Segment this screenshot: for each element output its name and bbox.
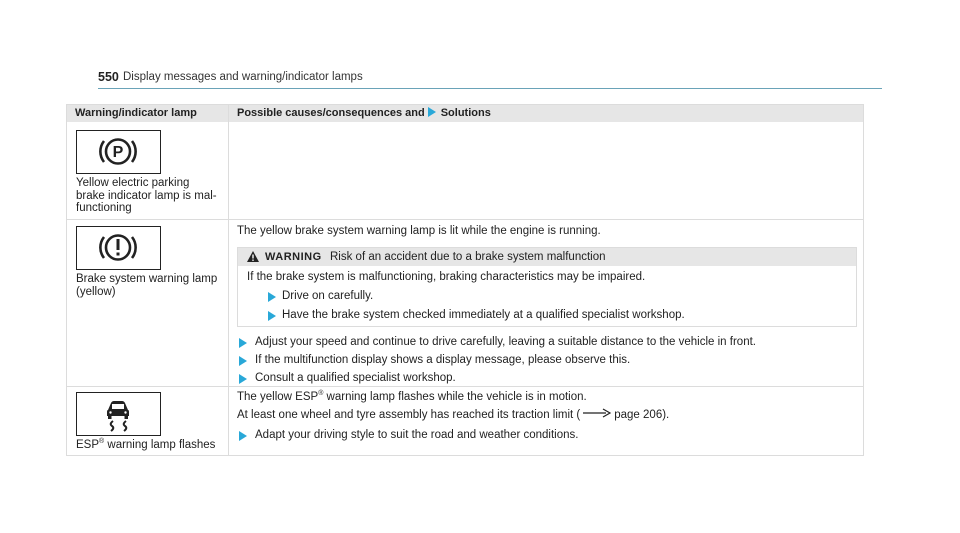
desc-line: brake indicator lamp is mal- bbox=[76, 189, 217, 202]
brake-lamp-intro: The yellow brake system warning lamp is lit while the engine is running. bbox=[237, 225, 601, 237]
esp-line-2-prefix: At least one wheel and tyre assembly has reached its traction limit ( bbox=[237, 409, 581, 421]
desc-esp-suffix: warning lamp flashes bbox=[104, 439, 216, 451]
desc-line: Yellow electric parking bbox=[76, 177, 190, 189]
desc-line: Brake system warning lamp bbox=[76, 273, 218, 285]
registered-mark: ® bbox=[318, 390, 324, 398]
table-header bbox=[67, 105, 863, 122]
solution-step: Adjust your speed and continue to drive carefully, leaving a suitable distance to the vehicle in front. bbox=[255, 336, 756, 348]
page-reference-arrow-icon bbox=[582, 408, 612, 418]
bullet-arrow-icon bbox=[239, 374, 247, 384]
solution-step: If the multifunction display shows a display message, please observe this. bbox=[255, 354, 631, 366]
solution-step: Adapt your driving style to suit the road and weather conditions. bbox=[255, 429, 579, 441]
header-divider bbox=[98, 88, 882, 89]
warning-lamp-table bbox=[66, 104, 864, 456]
column-divider bbox=[228, 105, 229, 455]
warning-bullet: Have the brake system checked immediately at a qualified specialist workshop. bbox=[282, 309, 685, 321]
esp-skid-icon bbox=[76, 392, 161, 436]
desc-esp: ESP bbox=[76, 439, 100, 451]
bullet-arrow-icon bbox=[239, 338, 247, 348]
warning-title: Risk of an accident due to a brake system malfunction bbox=[330, 251, 606, 263]
page-title: Display messages and warning/indicator lamps bbox=[123, 71, 363, 83]
page-number: 550 bbox=[98, 70, 119, 84]
row-divider bbox=[67, 219, 863, 220]
solution-step: Consult a qualified specialist workshop. bbox=[255, 372, 456, 384]
warning-header bbox=[238, 248, 856, 266]
column-header-causes bbox=[237, 107, 491, 119]
esp-line-1 bbox=[237, 391, 587, 403]
svg-text:P: P bbox=[112, 144, 124, 161]
lamp-description bbox=[76, 439, 224, 452]
bullet-arrow-icon bbox=[239, 431, 247, 441]
solution-arrow-icon bbox=[428, 107, 436, 117]
warning-triangle-icon bbox=[247, 251, 259, 262]
desc-line: functioning bbox=[76, 202, 132, 214]
column-header-solutions: Solutions bbox=[440, 107, 491, 119]
esp-line-1-prefix: The yellow ESP bbox=[237, 391, 319, 403]
page-reference-link[interactable]: page 206). bbox=[614, 409, 670, 421]
bullet-arrow-icon bbox=[239, 356, 247, 366]
lamp-description bbox=[76, 273, 224, 298]
warning-box bbox=[237, 247, 857, 327]
registered-mark: ® bbox=[99, 438, 105, 446]
warning-text: If the brake system is malfunctioning, braking characteristics may be impaired. bbox=[247, 271, 646, 283]
esp-line-2 bbox=[237, 408, 669, 421]
warning-label: WARNING bbox=[265, 251, 322, 263]
parking-brake-icon bbox=[76, 130, 161, 174]
lamp-description bbox=[76, 177, 224, 215]
column-header-causes-prefix: Possible causes/consequences and bbox=[237, 107, 425, 119]
column-header-lamp: Warning/indicator lamp bbox=[75, 107, 197, 119]
page-header bbox=[98, 70, 881, 88]
row-divider bbox=[67, 386, 863, 387]
desc-line: (yellow) bbox=[76, 285, 116, 298]
esp-line-1-suffix: warning lamp flashes while the vehicle is in motion. bbox=[323, 391, 587, 403]
bullet-arrow-icon bbox=[268, 292, 276, 302]
bullet-arrow-icon bbox=[268, 311, 276, 321]
brake-warning-icon bbox=[76, 226, 161, 270]
warning-bullet: Drive on carefully. bbox=[282, 290, 374, 302]
